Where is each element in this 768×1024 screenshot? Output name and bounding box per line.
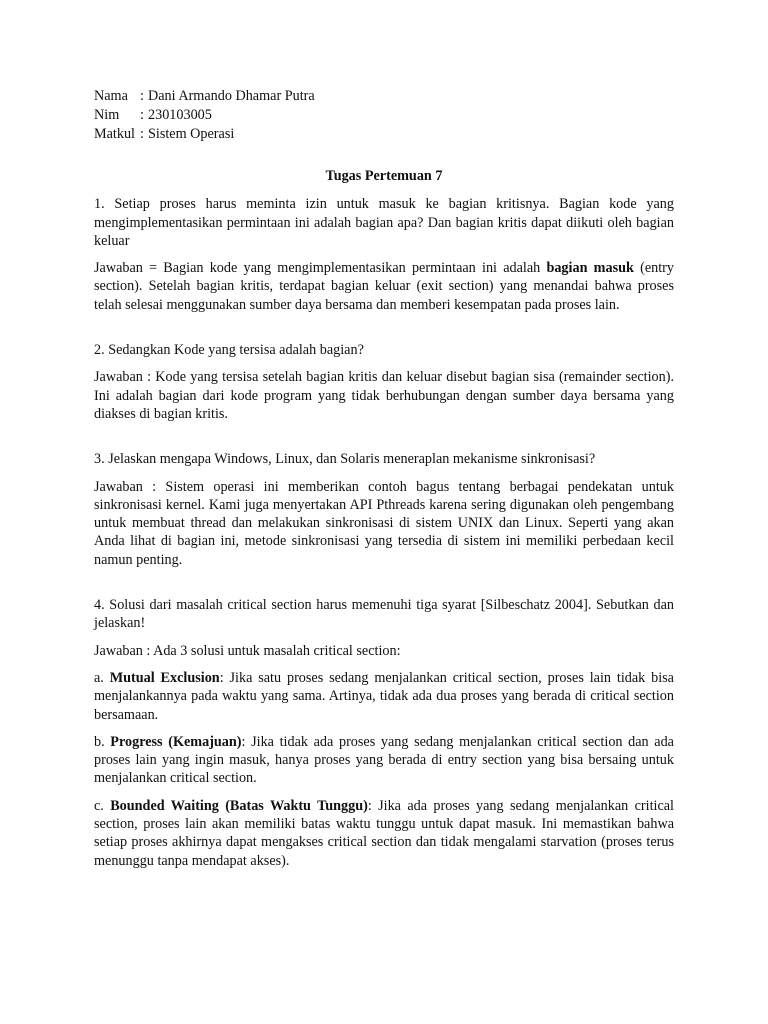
- item-b-term: Progress (Kemajuan): [110, 733, 242, 750]
- matkul-label: Matkul: [94, 126, 135, 142]
- document-page: [94, 87, 674, 870]
- answer-4-item-b: [94, 733, 674, 788]
- answer-4-intro: Jawaban : Ada 3 solusi untuk masalah critical section:: [94, 642, 401, 659]
- question-3: 3. Jelaskan mengapa Windows, Linux, dan Solaris meneraplan mekanisme sinkronisasi?: [94, 451, 596, 468]
- answer-3: Jawaban : Sistem operasi ini memberikan contoh bagus tentang berbagai pendekatan untuk sinkronisasi kernel. Kami juga menyertakan API Pthreads karena sering digunakan oleh pengembang untuk membuat thread dan melakukan sinkronisasi di sistem UNIX dan Linux. Seperti yang akan Anda lihat di bagian ini, metode sinkronisasi yang tersedia di sistem ini memiliki perbedaan kecil namun penting.: [94, 478, 674, 568]
- item-a-term: Mutual Exclusion: [109, 669, 220, 686]
- matkul-separator: :: [140, 126, 144, 142]
- nama-label: Nama: [94, 88, 128, 104]
- nim-separator: :: [140, 107, 144, 123]
- matkul-row: [94, 125, 674, 144]
- answer-1-bold: bagian masuk: [546, 260, 634, 277]
- nim-row: [94, 106, 674, 125]
- nim-value: 230103005: [148, 107, 212, 123]
- nama-row: [94, 87, 674, 106]
- answer-2: Jawaban : Kode yang tersisa setelah bagian kritis dan keluar disebut bagian sisa (remainder section). Ini adalah bagian dari kode program yang tidak berhubungan dengan sumber daya bersama yang diakses di bagian kritis.: [94, 369, 674, 422]
- answer-1: [94, 259, 674, 314]
- matkul-value: Sistem Operasi: [148, 126, 235, 142]
- answer-1-post: (entry section). Setelah bagian kritis, terdapat bagian keluar (exit section) yang menandai bahwa proses telah selesai menggunakan sumber daya bersama dan memberi kesempatan pada proses lain.: [94, 260, 675, 313]
- item-c-prefix: c.: [94, 797, 111, 814]
- item-c-text: : Jika ada proses yang sedang menjalankan critical section, proses lain akan memiliki batas waktu tunggu untuk dapat masuk. Ini memastikan bahwa setiap proses akhirnya dapat mengakses critical section dan tidak mengalami starvation (proses terus menunggu tanpa mendapat akses).: [94, 797, 674, 869]
- item-a-text: : Jika satu proses sedang menjalankan critical section, proses lain tidak bisa menjalankannya pada waktu yang sama. Artinya, tidak ada dua proses yang berada di critical section bersamaan.: [94, 669, 674, 723]
- question-4: 4. Solusi dari masalah critical section harus memenuhi tiga syarat [Silbeschatz 2004]. Sebutkan dan jelaskan!: [94, 597, 674, 632]
- answer-4-item-a: [94, 669, 674, 724]
- nim-label: Nim: [94, 107, 120, 123]
- answer-1-pre: Jawaban = Bagian kode yang mengimplementasikan permintaan ini adalah: [94, 260, 547, 277]
- item-b-prefix: b.: [94, 733, 111, 750]
- question-1: 1. Setiap proses harus meminta izin untuk masuk ke bagian kritisnya. Bagian kode yang mengimplementasikan permintaan ini adalah bagian apa? Dan bagian kritis dapat diikuti oleh bagian keluar: [94, 196, 674, 249]
- answer-4-item-c: [94, 797, 674, 870]
- nama-value: Dani Armando Dhamar Putra: [148, 88, 315, 104]
- document-title: Tugas Pertemuan 7: [325, 168, 443, 184]
- item-a-prefix: a.: [94, 669, 110, 686]
- student-info: [94, 87, 674, 144]
- item-c-term: Bounded Waiting (Batas Waktu Tunggu): [110, 797, 368, 814]
- question-2: 2. Sedangkan Kode yang tersisa adalah bagian?: [94, 342, 364, 359]
- item-b-text: : Jika tidak ada proses yang sedang menjalankan critical section dan ada proses lain yang ingin masuk, hanya proses yang berada di entry section yang bisa bersaing untuk menjalankan critical section.: [94, 733, 674, 787]
- nama-separator: :: [140, 88, 144, 104]
